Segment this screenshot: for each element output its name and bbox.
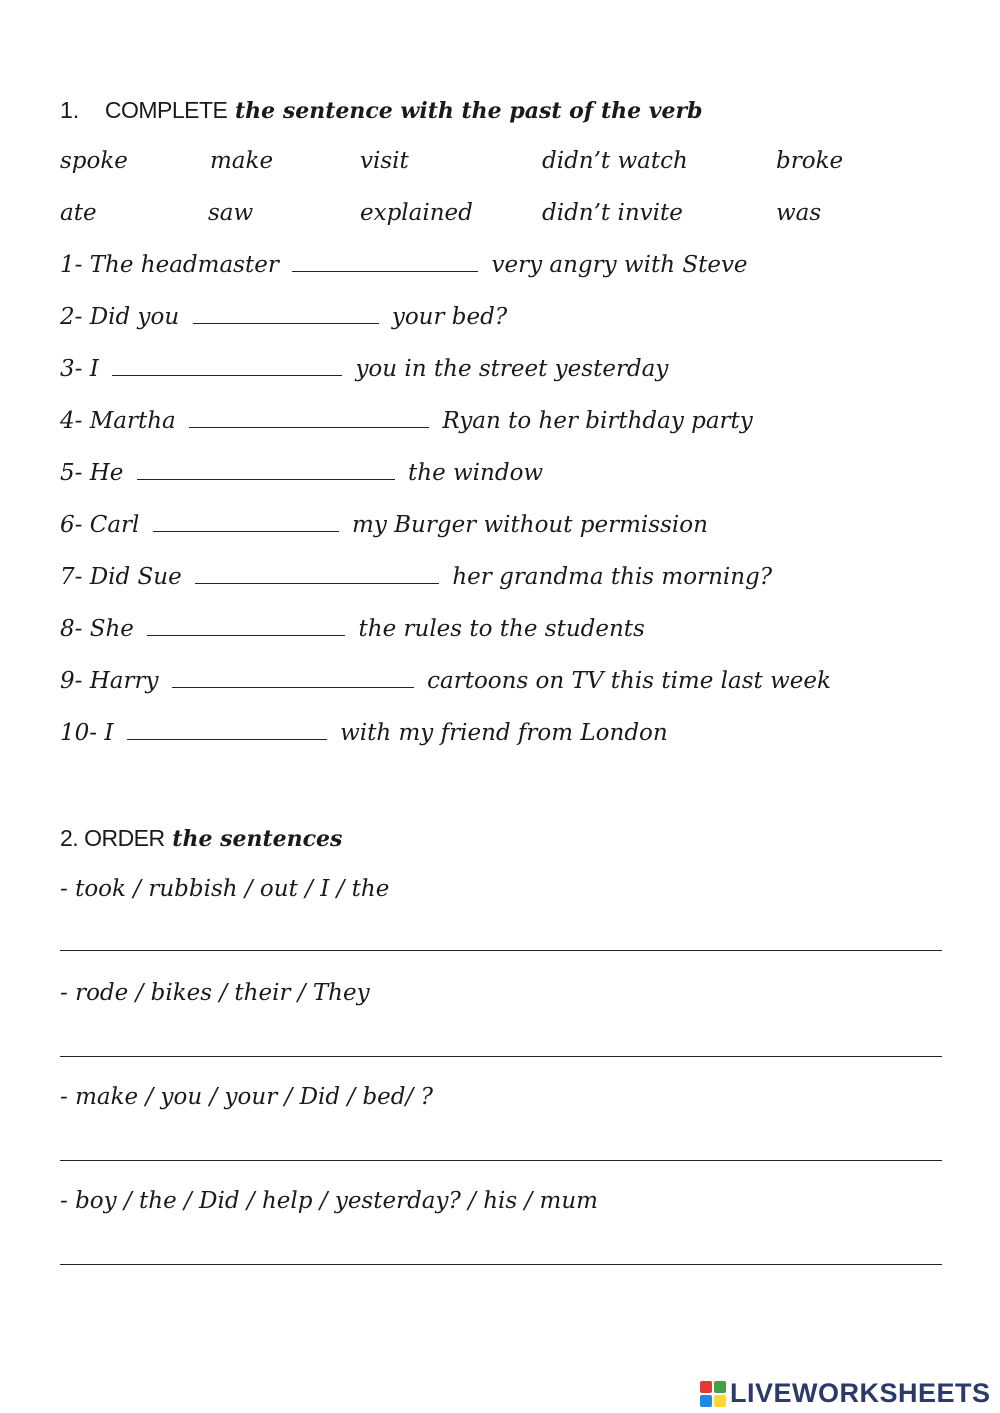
sentence-after: you in the street yesterday: [355, 356, 669, 382]
answer-blank[interactable]: [292, 253, 478, 272]
sentence-before: Carl: [89, 512, 140, 538]
answer-blank[interactable]: [127, 721, 327, 740]
sentence-number: 1-: [60, 252, 83, 278]
sentence-before: I: [89, 356, 99, 382]
sentence-before: The headmaster: [89, 252, 279, 278]
sentence-number: 10-: [60, 720, 98, 746]
answer-blank[interactable]: [195, 565, 439, 584]
word-bank-item: visit: [360, 148, 409, 174]
word-bank-item: didn’t invite: [542, 200, 683, 226]
liveworksheets-logo-icon: [700, 1381, 726, 1407]
order-item: - boy / the / Did / help / yesterday? / his / mum: [60, 1188, 598, 1214]
sentence-before: I: [104, 720, 114, 746]
word-bank-item: make: [210, 148, 274, 174]
sentence-number: 6-: [60, 512, 83, 538]
sentence-number: 8-: [60, 616, 83, 642]
sentence-after: my Burger without permission: [352, 512, 708, 538]
section-1-number: 1.: [60, 97, 80, 123]
order-answer-line[interactable]: [60, 1264, 942, 1265]
answer-blank[interactable]: [112, 357, 342, 376]
sentence-row: [60, 408, 753, 434]
sentence-before: He: [89, 460, 124, 486]
order-item: - took / rubbish / out / I / the: [60, 876, 390, 902]
sentence-number: 5-: [60, 460, 83, 486]
word-bank-item: saw: [208, 200, 254, 226]
sentence-row: [60, 356, 668, 382]
brand-name: LIVEWORKSHEETS: [730, 1378, 991, 1408]
word-bank-item: was: [776, 200, 822, 226]
answer-blank[interactable]: [172, 669, 414, 688]
word-bank-item: didn’t watch: [542, 148, 688, 174]
sentence-after: Ryan to her birthday party: [442, 408, 753, 434]
sentence-before: Harry: [89, 668, 159, 694]
answer-blank[interactable]: [193, 305, 379, 324]
sentence-after: with my friend from London: [340, 720, 668, 746]
sentence-row: [60, 720, 668, 746]
sentence-after: her grandma this morning?: [452, 564, 773, 590]
sentence-row: [60, 460, 543, 486]
sentence-after: very angry with Steve: [491, 252, 748, 278]
order-answer-line[interactable]: [60, 1160, 942, 1161]
sentence-row: [60, 564, 772, 590]
sentence-before: Did you: [89, 304, 180, 330]
sentence-number: 2-: [60, 304, 83, 330]
order-item: - rode / bikes / their / They: [60, 980, 370, 1006]
sentence-after: the window: [408, 460, 544, 486]
sentence-before: Martha: [89, 408, 176, 434]
sentence-before: She: [89, 616, 134, 642]
word-bank-item: ate: [60, 200, 97, 226]
sentence-row: [60, 668, 831, 694]
sentence-after: the rules to the students: [358, 616, 645, 642]
section-1-title: [60, 96, 703, 124]
answer-blank[interactable]: [137, 461, 395, 480]
answer-blank[interactable]: [147, 617, 345, 636]
section-2-title: [60, 824, 342, 852]
liveworksheets-logo: [700, 1378, 991, 1409]
word-bank-item: broke: [776, 148, 844, 174]
word-bank-item: explained: [360, 200, 473, 226]
sentence-before: Did Sue: [89, 564, 182, 590]
sentence-number: 3-: [60, 356, 83, 382]
sentence-row: [60, 616, 645, 642]
section-2-instruction: the sentences: [172, 826, 343, 852]
order-answer-line[interactable]: [60, 1056, 942, 1057]
sentence-row: [60, 304, 507, 330]
sentence-after: cartoons on TV this time last week: [427, 668, 831, 694]
order-answer-line[interactable]: [60, 950, 942, 951]
sentence-row: [60, 512, 708, 538]
order-item: - make / you / your / Did / bed/ ?: [60, 1084, 433, 1110]
sentence-row: [60, 252, 748, 278]
section-2-caps: 2. ORDER: [60, 825, 165, 851]
section-1-caps: COMPLETE: [104, 97, 228, 123]
word-bank-item: spoke: [60, 148, 128, 174]
section-1-instruction: the sentence with the past of the verb: [235, 98, 703, 124]
answer-blank[interactable]: [189, 409, 429, 428]
sentence-number: 4-: [60, 408, 83, 434]
answer-blank[interactable]: [153, 513, 339, 532]
sentence-number: 7-: [60, 564, 83, 590]
sentence-after: your bed?: [391, 304, 508, 330]
sentence-number: 9-: [60, 668, 83, 694]
